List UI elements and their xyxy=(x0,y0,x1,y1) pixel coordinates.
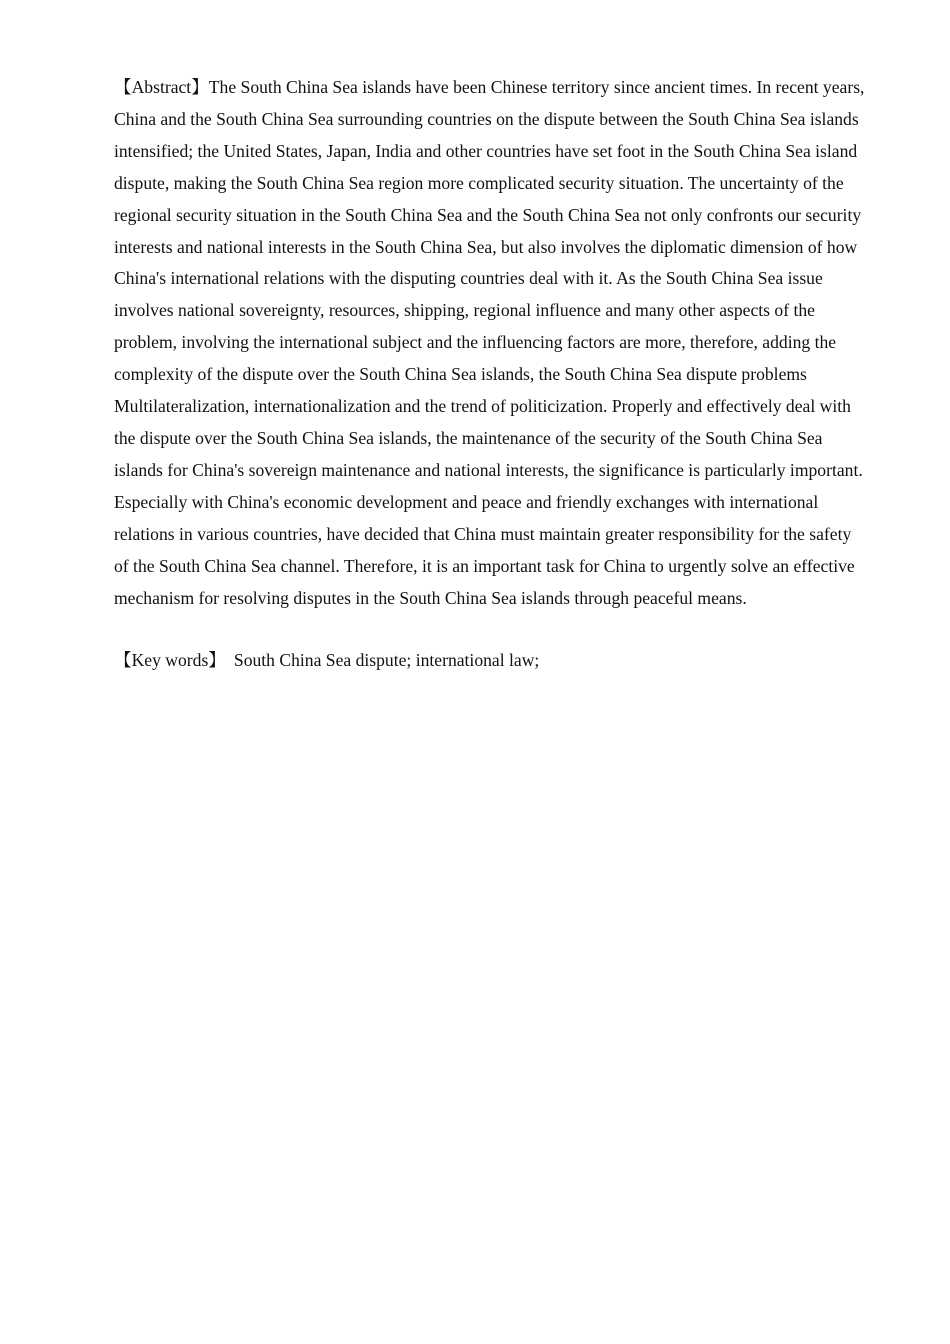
abstract-paragraph xyxy=(114,72,870,614)
document-page xyxy=(114,72,870,677)
keywords-paragraph xyxy=(114,645,870,677)
abstract-label: 【Abstract】 xyxy=(114,77,209,97)
keywords-text: South China Sea dispute; international law; xyxy=(233,650,540,671)
keywords-label: 【Key words】 xyxy=(114,650,226,671)
abstract-text: The South China Sea islands have been Chinese territory since ancient times. In recent years, China and the South China Sea surrounding countries on the dispute between the South China Sea islands intensified; the United States, Japan, India and other countries have set foot in the South China Sea island dispute, making the South China Sea region more complicated security situation. The uncertainty of the regional security situation in the South China Sea and the South China Sea not only confronts our security interests and national interests in the South China Sea, but also involves the diplomatic dimension of how China's international relations with the disputing countries deal with it. As the South China Sea issue involves national sovereignty, resources, shipping, regional influence and many other aspects of the problem, involving the international subject and the influencing factors are more, therefore, adding the complexity of the dispute over the South China Sea islands, the South China Sea dispute problems Multilateralization, internationalization and the trend of politicization. Properly and effectively deal with the dispute over the South China Sea islands, the maintenance of the security of the South China Sea islands for China's sovereign maintenance and national interests, the significance is particularly important. Especially with China's economic development and peace and friendly exchanges with international relations in various countries, have decided that China must maintain greater responsibility for the safety of the South China Sea channel. Therefore, it is an important task for China to urgently solve an effective mechanism for resolving disputes in the South China Sea islands through peaceful means. xyxy=(114,77,865,608)
